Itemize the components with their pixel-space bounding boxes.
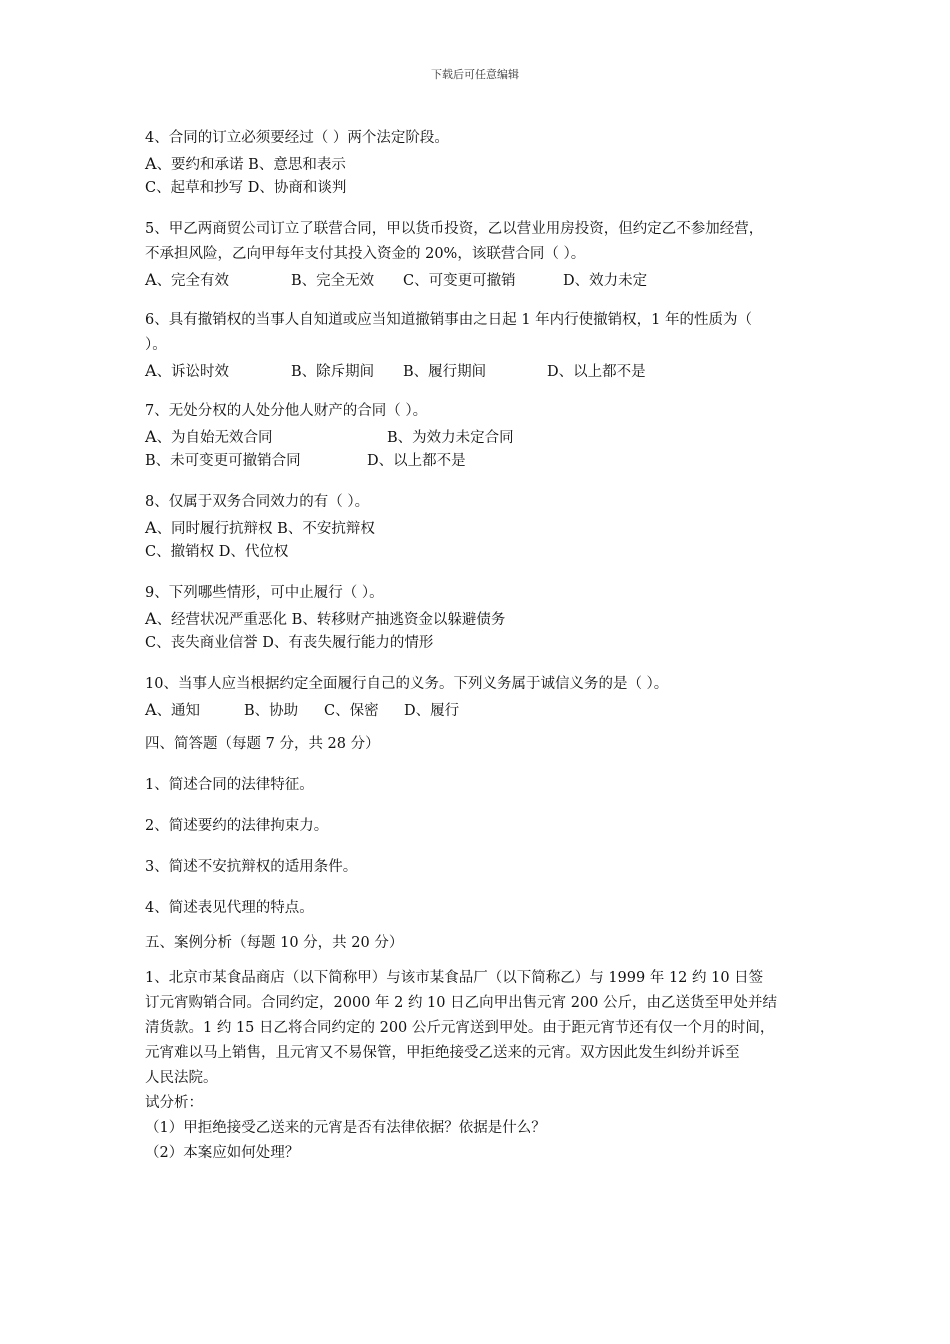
case-line: 订元宵购销合同。合同约定，2000 年 2 约 10 日乙向甲出售元宵 200 公斤，由乙送货至甲处并结 <box>145 995 778 1011</box>
question-block <box>145 126 825 201</box>
answer-option: A、为自始无效合同 <box>145 427 273 446</box>
answer-option: A、经营状况严重恶化 B、转移财产抽逃资金以躲避债务 <box>145 609 506 628</box>
case-subquestion: （2）本案应如何处理？ <box>145 1145 300 1161</box>
short-answer-item: 4、简述表见代理的特点。 <box>145 900 314 916</box>
question-stem: 9、下列哪些情形，可中止履行（ ）。 <box>145 585 384 601</box>
answer-option: A、要约和承诺 B、意思和表示 <box>145 154 346 173</box>
answer-option: B、完全无效 <box>291 273 375 289</box>
page-header: 下载后可任意编辑 <box>431 68 519 81</box>
answer-option: B、为效力未定合同 <box>387 430 514 446</box>
question-block <box>145 656 825 722</box>
answer-option: C、可变更可撤销 <box>403 273 516 289</box>
short-answer-item: 3、简述不安抗辩权的适用条件。 <box>145 859 358 875</box>
multiple-choice-questions <box>145 126 825 722</box>
answer-option: A、通知 <box>145 700 201 719</box>
answer-option: C、撤销权 D、代位权 <box>145 544 289 560</box>
section-five-title: 五、案例分析（每题 10 分，共 20 分） <box>145 935 404 951</box>
question-stem: 8、仅属于双务合同效力的有（ ）。 <box>145 494 370 510</box>
option-row <box>145 424 825 449</box>
question-stem: ）。 <box>145 337 167 353</box>
question-stem: 4、合同的订立必须要经过（ ）两个法定阶段。 <box>145 130 449 146</box>
question-stem: 不承担风险，乙向甲每年支付其投入资金的 20%，该联营合同（ ）。 <box>145 246 586 262</box>
case-subquestion: （1）甲拒绝接受乙送来的元宵是否有法律依据？依据是什么？ <box>145 1120 546 1136</box>
answer-option: C、起草和抄写 D、协商和谈判 <box>145 180 347 196</box>
case-line: 1、北京市某食品商店（以下简称甲）与该市某食品厂（以下简称乙）与 1999 年 12 约 10 日签 <box>145 970 764 986</box>
option-row <box>145 697 825 722</box>
question-stem: 5、甲乙两商贸公司订立了联营合同，甲以货币投资，乙以营业用房投资，但约定乙不参加经营， <box>145 221 764 237</box>
option-row <box>145 515 825 540</box>
answer-option: D、履行 <box>404 703 460 719</box>
question-block <box>145 474 825 565</box>
answer-option: B、协助 <box>244 703 299 719</box>
document-body <box>145 126 825 1166</box>
case-text <box>145 966 825 1091</box>
case-line: 人民法院。 <box>145 1070 218 1086</box>
short-answer-list <box>145 757 825 921</box>
answer-option: B、未可变更可撤销合同 <box>145 453 301 469</box>
short-answer-item: 2、简述要约的法律拘束力。 <box>145 818 329 834</box>
question-stem: 10、当事人应当根据约定全面履行自己的义务。下列义务属于诚信义务的是（ ）。 <box>145 676 669 692</box>
question-block <box>145 201 825 292</box>
option-row <box>145 358 825 383</box>
option-row <box>145 151 825 176</box>
section-four-title: 四、简答题（每题 7 分，共 28 分） <box>145 736 380 752</box>
answer-option: A、诉讼时效 <box>145 361 230 380</box>
option-row <box>145 267 825 292</box>
answer-option: B、履行期间 <box>403 364 487 380</box>
question-block <box>145 292 825 383</box>
answer-option: D、以上都不是 <box>547 364 646 380</box>
question-block <box>145 565 825 656</box>
question-stem: 7、无处分权的人处分他人财产的合同（ ）。 <box>145 403 428 419</box>
question-block <box>145 383 825 474</box>
case-line: 清货款。1 约 15 日乙将合同约定的 200 公斤元宵送到甲处。由于距元宵节还有仅一个月的时间， <box>145 1020 775 1036</box>
answer-option: A、完全有效 <box>145 270 230 289</box>
answer-option: C、丧失商业信誉 D、有丧失履行能力的情形 <box>145 635 434 651</box>
short-answer-item: 1、简述合同的法律特征。 <box>145 777 314 793</box>
answer-option: C、保密 <box>324 703 379 719</box>
option-row <box>145 631 825 656</box>
option-row <box>145 176 825 201</box>
analysis-prompt: 试分析： <box>145 1095 203 1111</box>
case-line: 元宵难以马上销售，且元宵又不易保管，甲拒绝接受乙送来的元宵。双方因此发生纠纷并诉至 <box>145 1045 740 1061</box>
answer-option: D、以上都不是 <box>367 453 466 469</box>
option-row <box>145 606 825 631</box>
question-stem: 6、具有撤销权的当事人自知道或应当知道撤销事由之日起 1 年内行使撤销权，1 年的性质为（ <box>145 312 752 328</box>
option-row <box>145 540 825 565</box>
answer-option: A、同时履行抗辩权 B、不安抗辩权 <box>145 518 375 537</box>
case-subquestions <box>145 1116 825 1166</box>
option-row <box>145 449 825 474</box>
answer-option: D、效力未定 <box>563 273 648 289</box>
answer-option: B、除斥期间 <box>291 364 375 380</box>
